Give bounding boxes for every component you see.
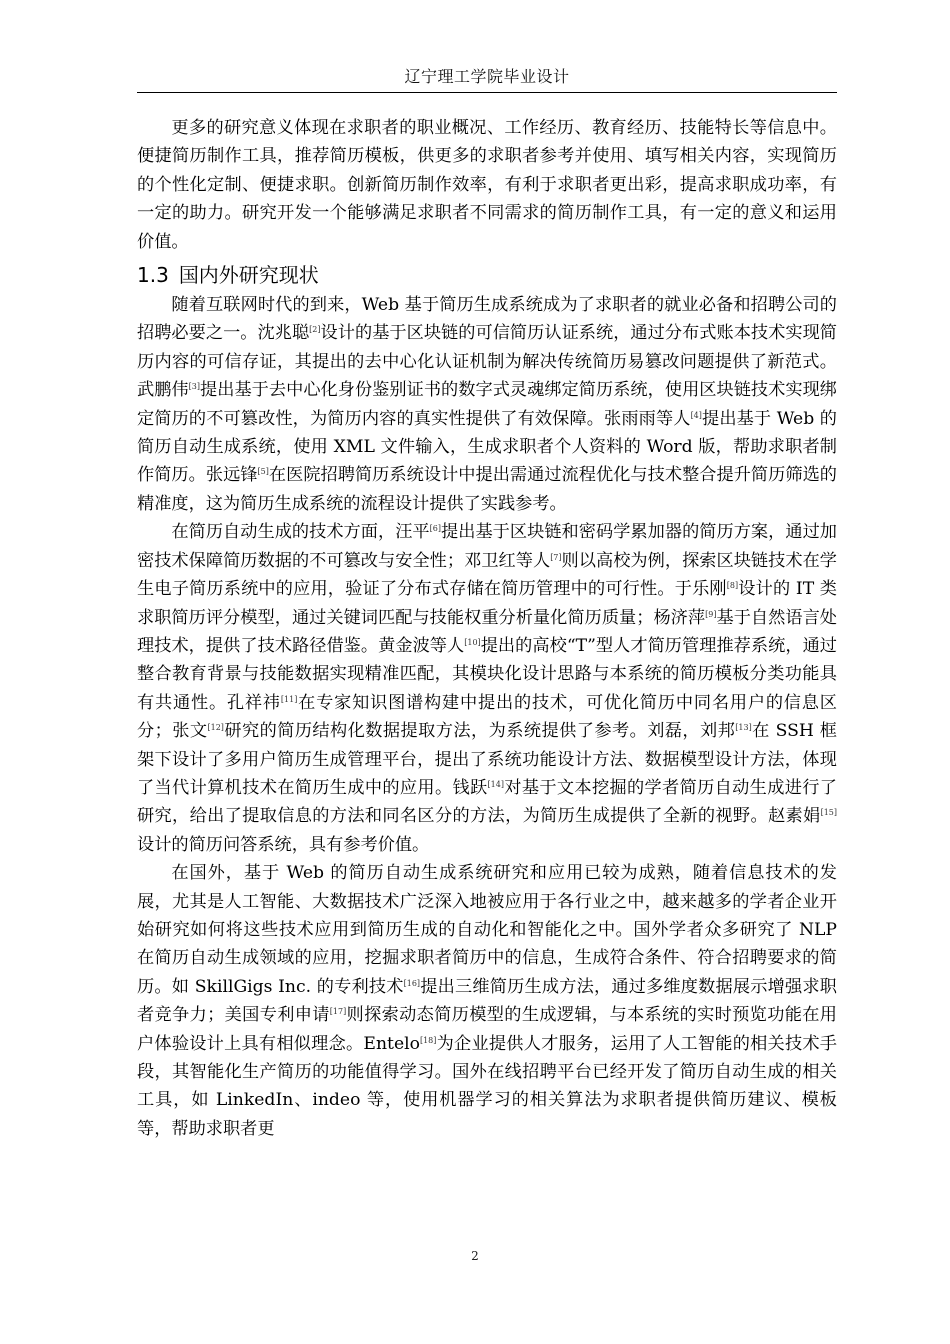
text-run: 设计的基于区块链的可信简历认证系统，通过分布式账本技术实现简历内容的可信存证，其提出的去中心化认证机制为解决传统简历易篡改问题提供了新范式。武鹏伟 — [137, 323, 837, 401]
text-run: 研究的简历结构化数据提取方法，为系统提供了参考。刘磊，刘邦 — [223, 721, 736, 742]
citation: [17] — [329, 1007, 347, 1017]
body-text — [137, 114, 837, 1143]
citation: [3] — [188, 382, 200, 392]
citation: [6] — [429, 524, 441, 534]
paragraph-domestic-overview — [137, 291, 837, 518]
text-run: 随着互联网时代的到来，Web 基于简历生成系统成为了求职者的就业必备和招聘公司的招聘必要之一。沈兆聪 — [137, 295, 837, 344]
citation: [2] — [309, 325, 321, 335]
citation: [5] — [257, 467, 269, 477]
citation: [16] — [403, 978, 421, 988]
paragraph-research-significance: 更多的研究意义体现在求职者的职业概况、工作经历、教育经历、技能特长等信息中。便捷简历制作工具，推荐简历模板，供更多的求职者参考并使用、填写相关内容，实现简历的个性化定制、便捷求职。创新简历制作效率，有利于求职者更出彩，提高求职成功率，有一定的助力。研究开发一个能够满足求职者不同需求的简历制作工具，有一定的意义和运用价值。 — [137, 118, 837, 252]
text-run: 提出的高校“T”型人才简历管理推荐系统，通过整合教育背景与技能数据实现精准匹配，其模块化设计思路与本系统的简历模板分类功能具有共通性。孔祥祎 — [137, 635, 837, 713]
text-run: 基于自然语言处理技术，提供了技术路径借鉴。黄金波等人 — [137, 607, 837, 656]
paragraph-technical-approaches — [137, 518, 837, 859]
text-run: 提出基于去中心化身份鉴别证书的数字式灵魂绑定简历系统，使用区块链技术实现绑定简历的不可篡改性，为简历内容的真实性提供了有效保障。张雨雨等人 — [137, 380, 837, 429]
citation: [8] — [726, 581, 739, 591]
text-run: 在 SSH 框架下设计了多用户简历生成管理平台，提出了系统功能设计方法、数据模型设计方法，体现了当代计算机技术在简历生成中的应用。钱跃 — [137, 721, 837, 798]
text-run: 为企业提供人才服务，运用了人工智能的相关技术手段，其智能化生产简历的功能值得学习。国外在线招聘平台已经开发了简历自动生成的相关工具，如 LinkedIn、indeo 等，使用机器学习的相关算法为求职者提供简历建议、模板等，帮助求职者更 — [137, 1033, 837, 1139]
page-header: 辽宁理工学院毕业设计 — [404, 67, 570, 86]
section-heading — [137, 260, 837, 290]
citation: [15] — [820, 808, 837, 818]
citation: [14] — [487, 779, 504, 789]
text-run: 对基于文本挖掘的学者简历自动生成进行了研究，给出了提取信息的方法和同名区分的方法，为简历生成提供了全新的视野。赵素娟 — [137, 777, 837, 827]
section-number: 1.3 — [137, 263, 169, 288]
citation: [10] — [464, 637, 481, 647]
section-title: 国内外研究现状 — [178, 263, 319, 288]
paragraph-foreign-research — [137, 859, 837, 1143]
header-rule — [137, 92, 837, 93]
text-run: 提出基于区块链和密码学累加器的简历方案，通过加密技术保障简历数据的不可篡改与安全性；邓卫红等人 — [137, 522, 837, 571]
citation: [18] — [419, 1035, 437, 1045]
text-run: 则以高校为例，探索区块链技术在学生电子简历系统中的应用，验证了分布式存储在简历管理中的可行性。于乐刚 — [137, 550, 837, 600]
citation: [7] — [550, 552, 562, 562]
citation: [9] — [705, 609, 717, 619]
text-run: 设计的 IT 类求职简历评分模型，通过关键词匹配与技能权重分析量化简历质量；杨济萍 — [137, 579, 837, 628]
text-run: 则探索动态简历模型的生成逻辑，与本系统的实时预览功能在用户体验设计上具有相似理念。Entelo — [137, 1005, 837, 1054]
text-run: 提出基于 Web 的简历自动生成系统，使用 XML 文件输入，生成求职者个人资料的 Word 版，帮助求职者制作简历。张远锋 — [137, 408, 837, 486]
page-number: 2 — [471, 1249, 479, 1263]
citation: [4] — [690, 410, 702, 420]
text-run: 在专家知识图谱构建中提出的技术，可优化简历中同名用户的信息区分；张文 — [137, 692, 837, 742]
text-run: 提出三维简历生成方法，通过多维度数据展示增强求职者竞争力；美国专利申请 — [137, 976, 837, 1026]
text-run: 设计的简历问答系统，具有参考价值。 — [137, 834, 430, 855]
citation: [11] — [280, 694, 298, 704]
text-run: 在医院招聘简历系统设计中提出需通过流程优化与技术整合提升简历筛选的精准度，这为简历生成系统的流程设计提供了实践参考。 — [137, 465, 837, 514]
text-run: 在简历自动生成的技术方面，汪平 — [171, 522, 430, 543]
citation: [12] — [207, 723, 224, 733]
citation: [13] — [735, 723, 752, 733]
text-run: 在国外，基于 Web 的简历自动生成系统研究和应用已较为成熟，随着信息技术的发展，尤其是人工智能、大数据技术广泛深入地被应用于各行业之中，越来越多的学者企业开始研究如何将这些技术应用到简历生成的自动化和智能化之中。国外学者众多研究了 NLP 在简历自动生成领域的应用，挖掘求职者简历中的信息，生成符合条件、符合招聘要求的简历。如 SkillGigs Inc. 的专利技术 — [137, 863, 837, 997]
